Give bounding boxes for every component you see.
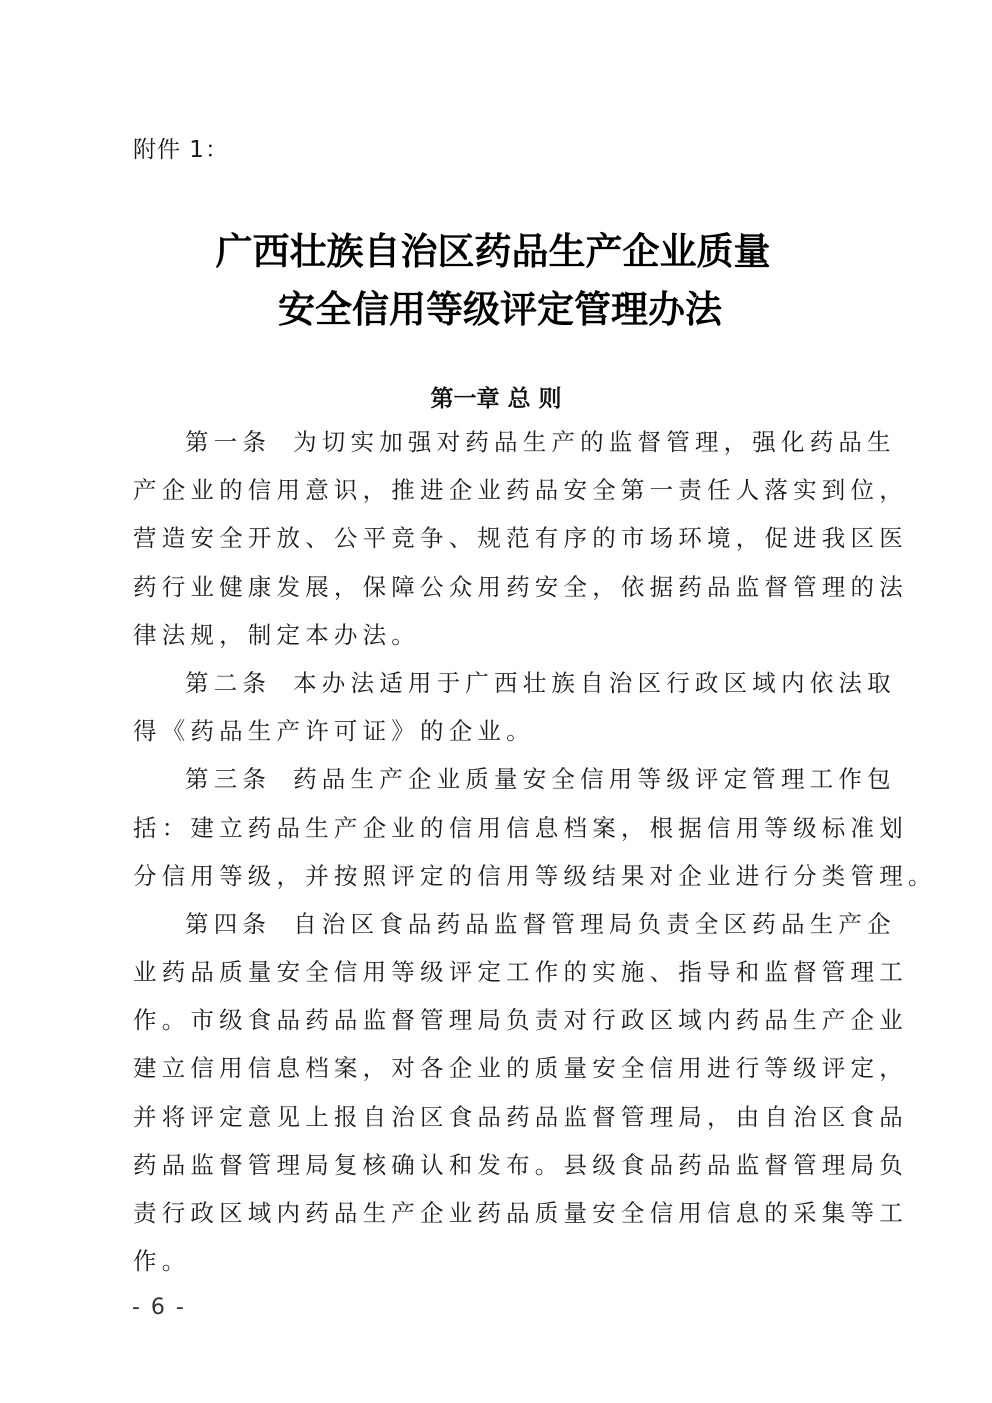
- article-4-line-2: 业药品质量安全信用等级评定工作的实施、指导和监督管理工: [133, 958, 908, 987]
- article-text: 本办法适用于广西壮族自治区行政区域内依法取: [293, 668, 896, 697]
- article-2-line-2: 得《药品生产许可证》的企业。: [133, 717, 535, 746]
- article-text: 自治区食品药品监督管理局负责全区药品生产企: [293, 909, 896, 938]
- article-text: 为切实加强对药品生产的监督管理，强化药品生: [293, 428, 896, 456]
- article-3-line-1: [133, 755, 896, 803]
- article-3-line-3: 分信用等级，并按照评定的信用等级结果对企业进行分类管理。: [133, 861, 937, 890]
- article-2-line-1: [133, 659, 896, 707]
- article-4-line-1: [133, 900, 896, 948]
- document-title-line-2: 安全信用等级评定管理办法: [278, 287, 722, 331]
- article-1-line-4: 药行业健康发展，保障公众用药安全，依据药品监督管理的法: [133, 572, 908, 601]
- article-1-line-5: 律法规，制定本办法。: [133, 620, 420, 649]
- article-label: 第二条: [185, 668, 272, 697]
- article-label: 第四条: [185, 909, 272, 938]
- attachment-label: 附件 1：: [133, 137, 229, 163]
- article-4-line-8: 作。: [133, 1247, 191, 1276]
- article-1-line-3: 营造安全开放、公平竞争、规范有序的市场环境，促进我区医: [133, 524, 908, 553]
- article-4-line-4: 建立信用信息档案，对各企业的质量安全信用进行等级评定，: [133, 1054, 908, 1083]
- article-1-line-1: [133, 418, 896, 466]
- document-body: [133, 418, 937, 1285]
- article-4-line-5: 并将评定意见上报自治区食品药品监督管理局，由自治区食品: [133, 1102, 908, 1131]
- chapter-heading: 第一章 总 则: [430, 386, 562, 412]
- article-text: 药品生产企业质量安全信用等级评定管理工作包: [293, 765, 896, 794]
- document-title-line-1: 广西壮族自治区药品生产企业质量: [215, 229, 771, 273]
- article-3-line-2: 括：建立药品生产企业的信用信息档案，根据信用等级标准划: [133, 813, 908, 842]
- article-1-line-2: 产企业的信用意识，推进企业药品安全第一责任人落实到位，: [133, 476, 908, 505]
- article-label: 第三条: [185, 765, 272, 794]
- article-4-line-6: 药品监督管理局复核确认和发布。县级食品药品监督管理局负: [133, 1150, 908, 1179]
- article-label: 第一条: [185, 428, 272, 456]
- page-number: - 6 -: [132, 1295, 186, 1320]
- article-4-line-3: 作。市级食品药品监督管理局负责对行政区域内药品生产企业: [133, 1006, 908, 1035]
- article-4-line-7: 责行政区域内药品生产企业药品质量安全信用信息的采集等工: [133, 1199, 908, 1227]
